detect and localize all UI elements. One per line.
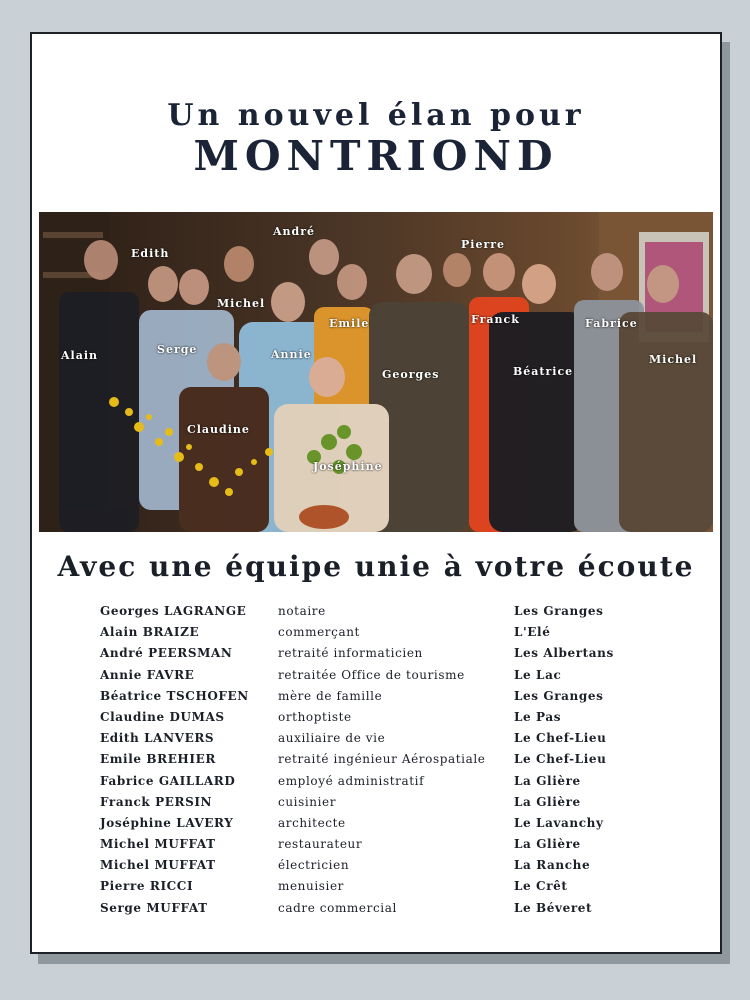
member-place: Les Granges [514,688,604,703]
member-job: retraité ingénieur Aérospatiale [278,752,486,767]
title-line-1: Un nouvel élan pour [167,98,585,133]
list-item [100,879,700,900]
list-item [100,689,700,710]
photo-label-josephine: Joséphine [313,460,383,473]
photo-label-fabrice: Fabrice [585,317,638,330]
team-photo [39,212,713,532]
list-item [100,731,700,752]
member-job: mère de famille [278,688,383,703]
list-item [100,752,700,773]
member-job: cadre commercial [278,900,397,915]
list-item [100,901,700,922]
member-place: La Glière [514,794,581,809]
member-place: La Glière [514,773,581,788]
member-name: André PEERSMAN [100,646,233,661]
photo-label-pierre: Pierre [461,238,506,251]
team-photo-illustration [39,212,713,532]
member-place: Le Crêt [514,879,568,894]
member-job: restaurateur [278,837,363,852]
title-line-2: MONTRIOND [193,132,559,180]
member-job: architecte [278,815,346,830]
member-place: Les Granges [514,604,604,618]
member-job: commerçant [278,625,360,640]
photo-label-emile: Emile [329,317,370,330]
list-item [100,646,700,667]
member-name: Michel MUFFAT [100,837,216,852]
member-job: retraitée Office de tourisme [278,667,465,682]
member-job: orthoptiste [278,709,352,724]
member-place: Le Chef-Lieu [514,731,607,746]
photo-label-claudine: Claudine [187,423,250,436]
list-item [100,710,700,731]
photo-label-andre: André [273,225,316,238]
list-item [100,816,700,837]
member-name: Franck PERSIN [100,794,213,809]
member-name: Claudine DUMAS [100,709,225,724]
member-job: menuisier [278,879,345,894]
photo-label-franck: Franck [471,313,520,326]
member-place: Les Albertans [514,646,614,661]
list-item [100,858,700,879]
member-place: Le Béveret [514,900,593,915]
team-list [100,604,700,922]
member-job: électricien [278,858,350,873]
photo-label-michel-2: Michel [649,353,698,366]
member-job: auxiliaire de vie [278,731,386,746]
photo-label-annie: Annie [271,348,312,361]
member-job: cuisinier [278,794,337,809]
photo-label-beatrice: Béatrice [513,365,574,378]
photo-label-alain: Alain [61,349,99,362]
member-place: L'Elé [514,625,551,640]
list-item [100,774,700,795]
member-name: Joséphine LAVERY [100,815,234,830]
member-name: Annie FAVRE [100,667,195,682]
member-place: La Ranche [514,858,591,873]
list-item [100,625,700,646]
photo-label-edith: Edith [131,247,170,260]
member-name: Serge MUFFAT [100,900,208,915]
member-job: retraité informaticien [278,646,423,661]
member-name: Edith LANVERS [100,731,215,746]
photo-label-michel-1: Michel [217,297,266,310]
member-place: La Glière [514,837,581,852]
list-item [100,795,700,816]
member-place: Le Pas [514,709,562,724]
member-name: Béatrice TSCHOFEN [100,688,249,703]
poster-page [30,32,722,954]
member-place: Le Lac [514,667,562,682]
member-name: Michel MUFFAT [100,858,216,873]
member-job: notaire [278,604,326,618]
member-job: employé administratif [278,773,425,788]
member-place: Le Chef-Lieu [514,752,607,767]
photo-label-serge: Serge [157,343,198,356]
member-name: Pierre RICCI [100,879,194,894]
photo-label-georges: Georges [382,368,440,381]
list-item [100,837,700,858]
member-name: Emile BREHIER [100,752,216,767]
list-item [100,668,700,689]
team-subtitle: Avec une équipe unie à votre écoute [57,550,695,583]
list-item [100,604,700,625]
member-place: Le Lavanchy [514,815,604,830]
member-name: Fabrice GAILLARD [100,773,236,788]
member-name: Alain BRAIZE [100,625,200,640]
member-name: Georges LAGRANGE [100,604,247,618]
